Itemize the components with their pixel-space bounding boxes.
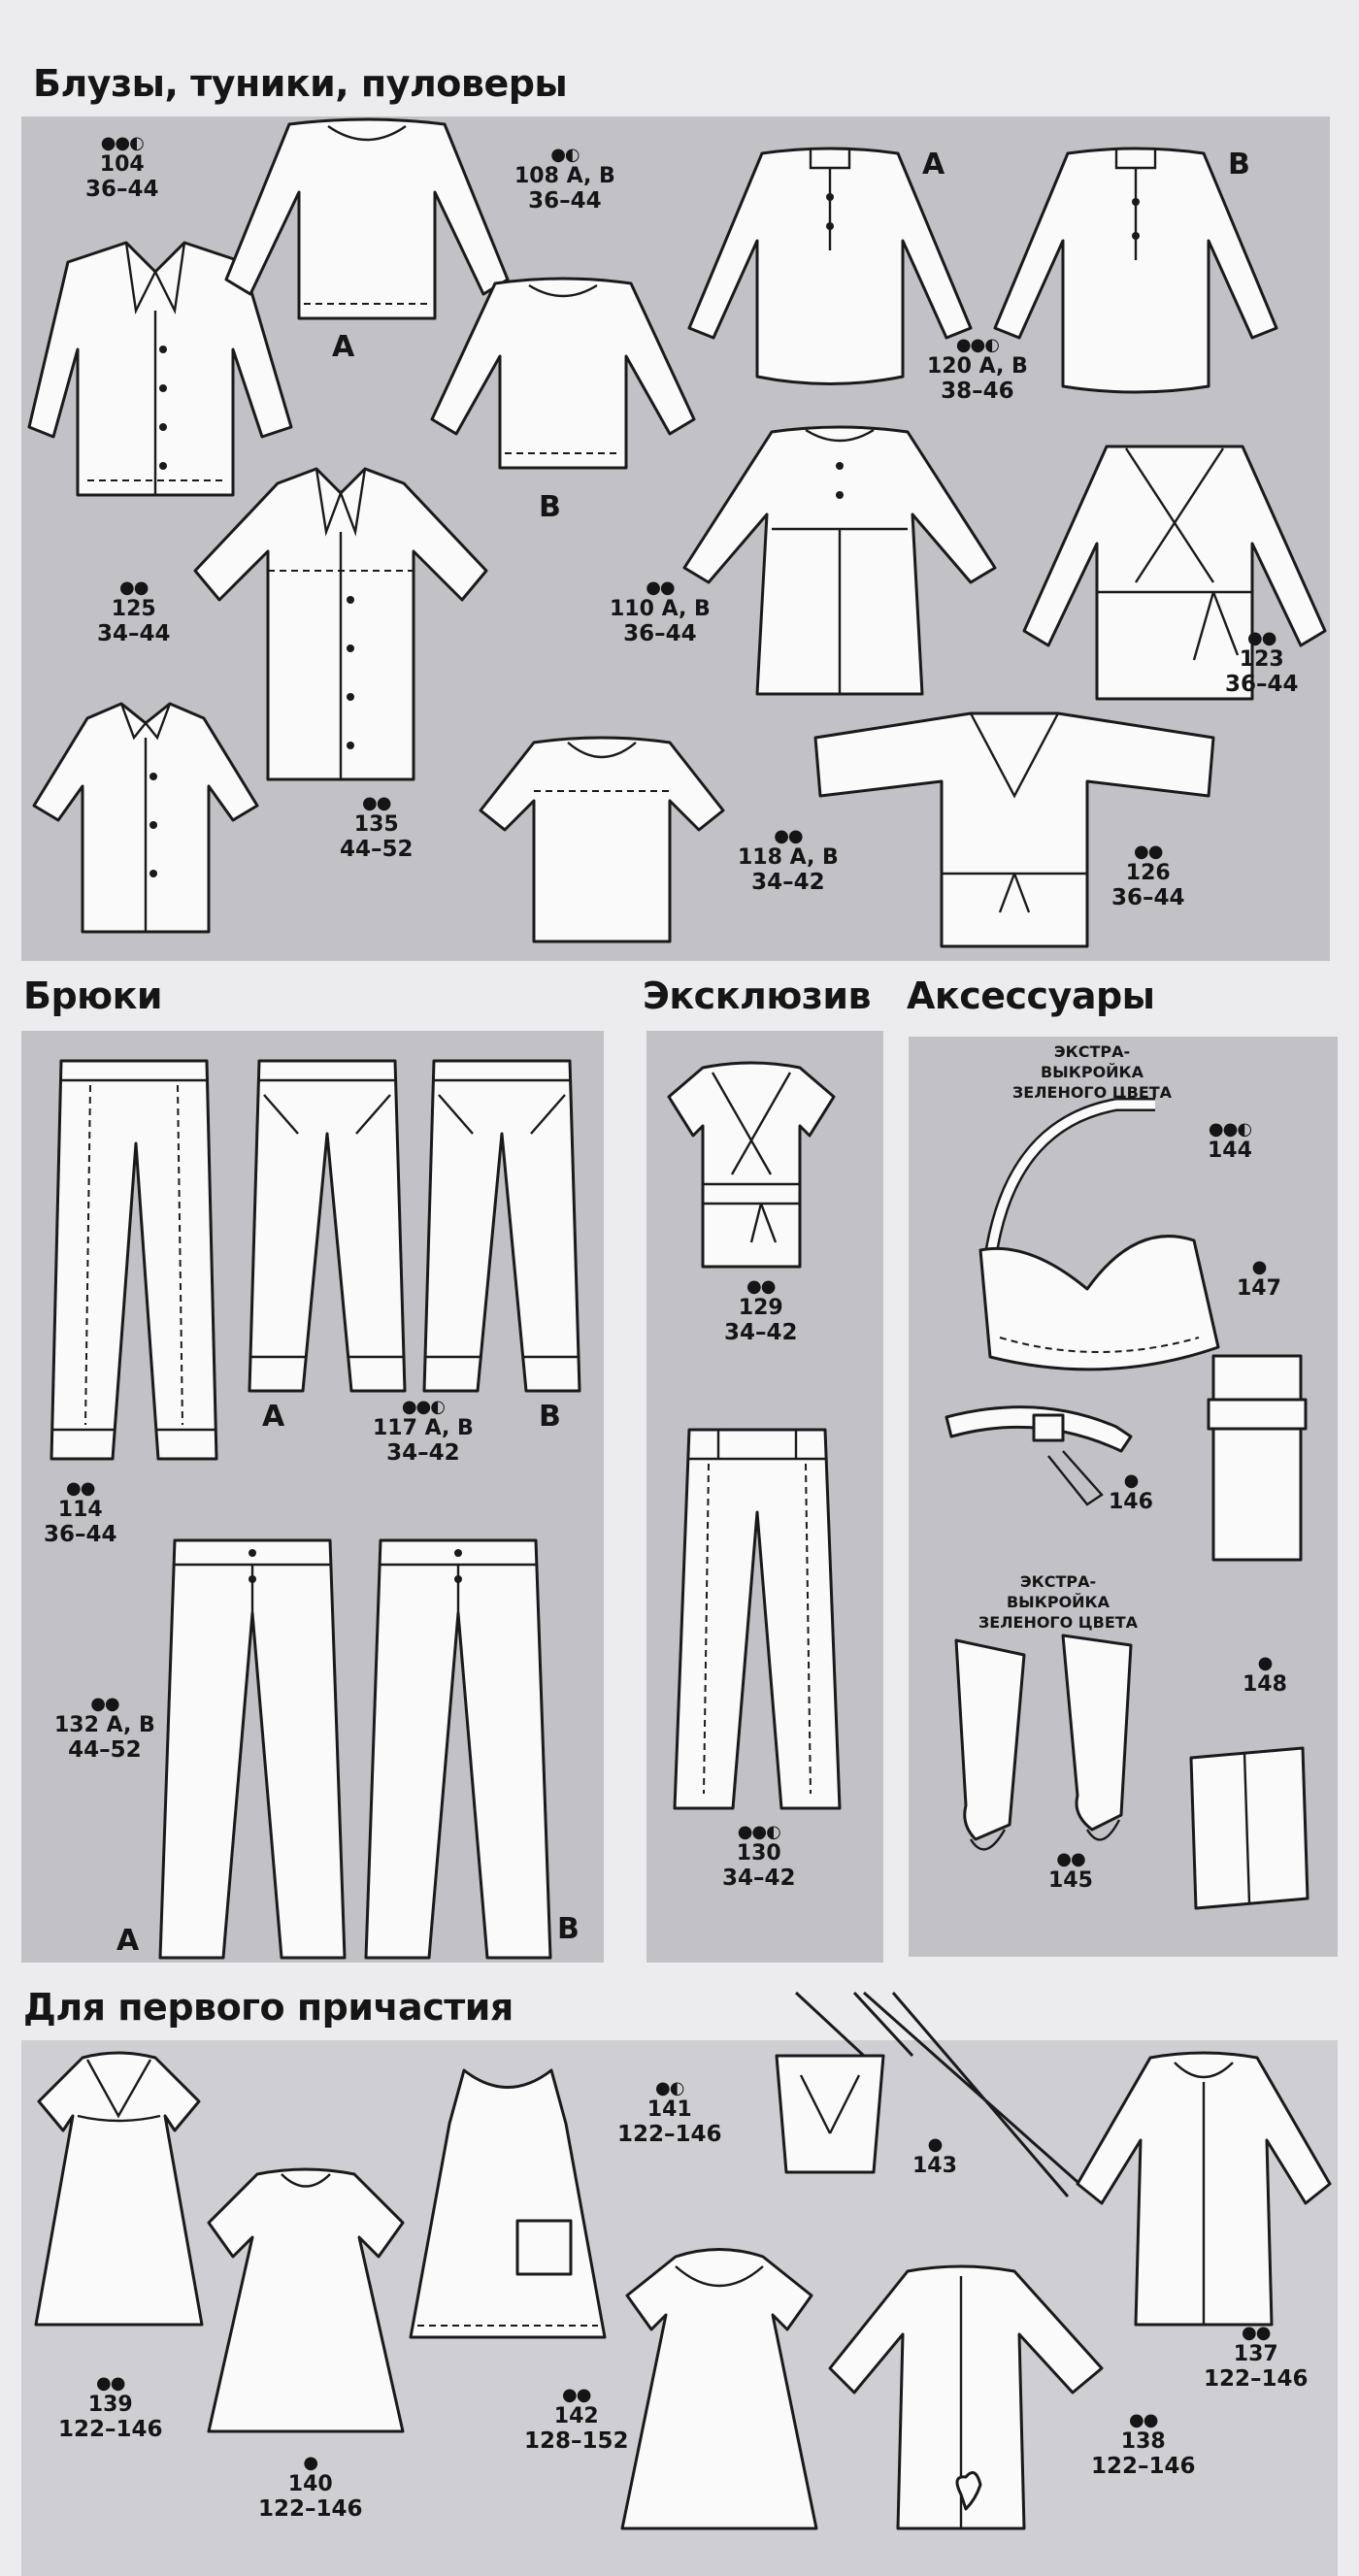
garment-120b-tunic	[990, 144, 1281, 406]
section-title-accessories: Аксессуары	[907, 974, 1155, 1017]
section-title-communion: Для первого причастия	[23, 1986, 514, 2029]
garment-140-dress	[199, 2164, 413, 2436]
model-label-139: ●● 139 122–146	[58, 2373, 163, 2442]
garment-117b-trousers	[419, 1056, 584, 1396]
model-label-141: ●◐ 141 122–146	[617, 2078, 722, 2147]
garment-110-tunic	[680, 422, 1000, 699]
variant-b-120: B	[1228, 148, 1250, 182]
garment-114-trousers	[47, 1056, 221, 1464]
garment-139-dress	[29, 2048, 209, 2329]
model-label-118: ●● 118 A, B 34–42	[738, 826, 839, 895]
model-label-140: ● 140 122–146	[258, 2453, 363, 2522]
model-label-138: ●● 138 122–146	[1091, 2410, 1196, 2479]
garment-130-trousers	[670, 1425, 845, 1813]
garment-142-pinafore	[406, 2065, 610, 2342]
garment-118-pullover	[476, 733, 728, 946]
model-label-129: ●● 129 34–42	[724, 1276, 798, 1345]
garment-108b-pullover	[427, 274, 699, 478]
garment-138-coat	[825, 2262, 1107, 2533]
garment-126-kimono-top	[815, 709, 1213, 951]
extra-pattern-note-2: ЭКСТРА-ВЫКРОЙКА ЗЕЛЕНОГО ЦВЕТА	[978, 1572, 1139, 1632]
garment-141-dress	[617, 2242, 821, 2533]
garment-137-coat	[1073, 2048, 1335, 2329]
model-label-142: ●● 142 128–152	[524, 2385, 629, 2454]
model-label-144: ●●◐ 144	[1208, 1119, 1252, 1164]
accessory-148-wallet	[1186, 1743, 1312, 1913]
model-label-120: ●●◐ 120 A, B 38–46	[927, 335, 1028, 404]
section-title-trousers: Брюки	[23, 974, 163, 1017]
model-label-143: ● 143	[912, 2134, 957, 2179]
garment-117a-trousers	[245, 1056, 410, 1396]
accessory-145-gaiters	[946, 1631, 1170, 1864]
extra-pattern-note-1: ЭКСТРА-ВЫКРОЙКА ЗЕЛЕНОГО ЦВЕТА	[1011, 1042, 1173, 1102]
garment-125-shirt	[29, 699, 262, 941]
model-label-114: ●● 114 36–44	[44, 1478, 117, 1547]
accessory-147-pouch	[1204, 1351, 1310, 1565]
garment-132a-trousers	[155, 1536, 349, 1963]
model-label-132: ●● 132 A, B 44–52	[54, 1694, 155, 1763]
variant-a-117: A	[262, 1400, 285, 1434]
accessory-146-belt	[942, 1398, 1136, 1514]
variant-a-132: A	[116, 1924, 140, 1958]
garment-129-wrap-top	[664, 1058, 839, 1271]
variant-a-108: A	[332, 330, 355, 364]
model-label-146: ● 146	[1109, 1470, 1153, 1515]
model-label-125: ●● 125 34–44	[97, 578, 171, 646]
model-label-123: ●● 123 36–44	[1225, 628, 1299, 697]
model-label-110: ●● 110 A, B 36–44	[610, 578, 711, 646]
model-label-147: ● 147	[1237, 1257, 1281, 1302]
model-label-148: ● 148	[1243, 1653, 1287, 1698]
model-label-137: ●● 137 122–146	[1204, 2323, 1309, 2392]
model-label-130: ●●◐ 130 34–42	[722, 1822, 796, 1891]
variant-a-120: A	[922, 148, 945, 182]
model-label-104: ●●◐ 104 36–44	[85, 133, 159, 202]
accessory-144-bag	[971, 1095, 1223, 1376]
model-label-117: ●●◐ 117 A, B 34–42	[373, 1397, 474, 1466]
variant-b-132: B	[557, 1912, 580, 1946]
model-label-135: ●● 135 44–52	[340, 793, 414, 862]
model-label-126: ●● 126 36–44	[1111, 842, 1185, 910]
model-label-108: ●◐ 108 A, B 36–44	[514, 145, 615, 214]
variant-b-117: B	[539, 1400, 561, 1434]
variant-b-108: B	[539, 490, 561, 524]
section-title-blouses: Блузы, туники, пуловеры	[33, 62, 568, 105]
garment-132b-trousers	[361, 1536, 555, 1963]
model-label-145: ●● 145	[1048, 1849, 1093, 1894]
section-title-exclusive: Эксклюзив	[643, 974, 872, 1017]
